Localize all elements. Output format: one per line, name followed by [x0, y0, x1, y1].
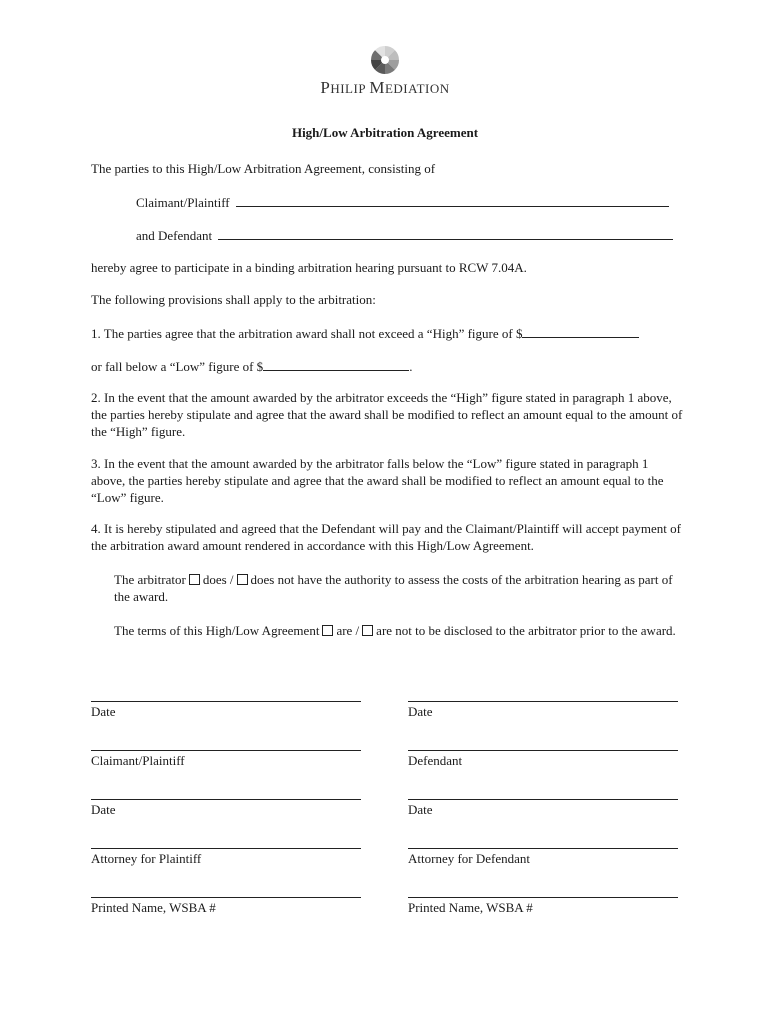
claimant-blank[interactable]	[236, 193, 669, 207]
document-title: High/Low Arbitration Agreement	[291, 125, 479, 140]
signature-line[interactable]	[408, 897, 678, 898]
high-figure-blank[interactable]	[522, 324, 639, 338]
clause-4: 4. It is hereby stipulated and agreed that the Defendant will pay and the Claimant/Plaintiff will accept payment of the arbitration award amount rendered in accordance with this High/Low Agreement.	[91, 521, 681, 553]
signature-label: Claimant/Plaintiff	[91, 753, 185, 768]
intro-text: The parties to this High/Low Arbitration Agreement, consisting of	[91, 161, 436, 176]
signature-line[interactable]	[91, 848, 361, 849]
signature-label: Defendant	[408, 753, 463, 768]
signature-label: Date	[408, 802, 433, 817]
signature-line[interactable]	[408, 848, 678, 849]
clause-1-low-text: or fall below a “Low” figure of $	[91, 359, 264, 374]
clause-1-text: 1. The parties agree that the arbitration award shall not exceed a “High” figure of $	[91, 326, 523, 341]
claimant-field-row	[136, 193, 669, 211]
signature-label: Date	[91, 802, 116, 817]
claimant-label: Claimant/Plaintiff	[136, 195, 230, 210]
signature-line[interactable]	[91, 799, 361, 800]
signature-label: Attorney for Defendant	[408, 851, 531, 866]
clause-1-period: .	[409, 359, 413, 374]
terms-are-not-label: are not to be disclosed to the arbitrator prior to the award.	[376, 623, 676, 638]
costs-does-not-label: does not have the authority to assess the costs of the arbitration hearing as part of the award.	[114, 572, 673, 604]
defendant-label: and Defendant	[136, 228, 213, 243]
defendant-blank[interactable]	[218, 226, 673, 240]
costs-does-checkbox[interactable]	[189, 574, 200, 585]
signature-line[interactable]	[91, 897, 361, 898]
signature-line[interactable]	[408, 701, 678, 702]
costs-does-not-checkbox[interactable]	[237, 574, 248, 585]
signature-label: Attorney for Plaintiff	[91, 851, 202, 866]
clause-3: 3. In the event that the amount awarded by the arbitrator falls below the “Low” figure stated in paragraph 1 above, the parties hereby stipulate and agree that the award shall be modified to reflect an amount equal to the “Low” figure.	[91, 456, 664, 505]
low-figure-blank[interactable]	[263, 357, 409, 371]
signature-line[interactable]	[408, 799, 678, 800]
terms-option	[114, 622, 684, 639]
terms-text: The terms of this High/Low Agreement	[114, 623, 320, 638]
signature-label: Printed Name, WSBA #	[408, 900, 533, 915]
clause-1-low	[91, 357, 412, 375]
signature-line[interactable]	[408, 750, 678, 751]
terms-are-not-checkbox[interactable]	[362, 625, 373, 636]
clause-1-high	[91, 324, 639, 342]
signature-label: Date	[91, 704, 116, 719]
agree-text: hereby agree to participate in a binding arbitration hearing pursuant to RCW 7.04A.	[91, 260, 527, 275]
defendant-field-row	[136, 226, 673, 244]
terms-are-checkbox[interactable]	[322, 625, 333, 636]
signature-line[interactable]	[91, 701, 361, 702]
brand-name: PHILIP MEDIATION	[320, 78, 450, 97]
costs-does-label: does /	[202, 572, 234, 587]
signature-label: Date	[408, 704, 433, 719]
segmented-circle-logo-icon	[370, 45, 400, 75]
clause-2: 2. In the event that the amount awarded by the arbitrator exceeds the “High” figure stated in paragraph 1 above, the parties hereby stipulate and agree that the award shall be modified to reflect an amount equal to the amount of the “High” figure.	[91, 390, 683, 439]
terms-are-label: are /	[336, 623, 360, 638]
signature-line[interactable]	[91, 750, 361, 751]
costs-text: The arbitrator	[114, 572, 186, 587]
signature-label: Printed Name, WSBA #	[91, 900, 216, 915]
provisions-text: The following provisions shall apply to the arbitration:	[91, 292, 376, 307]
costs-option	[114, 571, 684, 605]
